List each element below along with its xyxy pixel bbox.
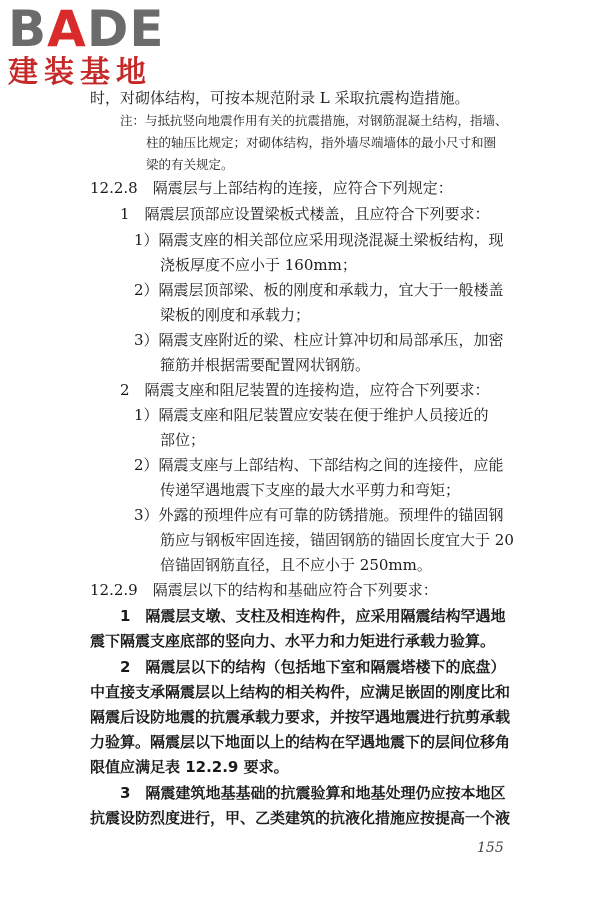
text-line: 2 隔震层以下的结构（包括地下室和隔震塔楼下的底盘） [120,658,506,676]
text-line: 2 隔震支座和阻尼装置的连接构造，应符合下列要求： [120,381,490,399]
text-line: 部位； [160,431,206,449]
page-number: 155 [477,840,504,856]
text-line: 筋应与钢板牢固连接，锚固钢筋的锚固长度宜大于 20 [160,531,514,549]
text-line: 梁板的刚度和承载力； [160,306,311,324]
text-line: 力验算。隔震层以下地面以上的结构在罕遇地震下的层间位移角 [90,733,511,751]
note-line: 梁的有关规定。 [146,157,234,172]
text-line: 3）外露的预埋件应有可靠的防锈措施。预埋件的锚固钢 [134,506,504,524]
text-line: 2）隔震层顶部梁、板的刚度和承载力，宜大于一般楼盖 [134,281,504,299]
text-line: 中直接支承隔震层以上结构的相关构件，应满足嵌固的刚度比和 [90,683,511,701]
note-line: 注：与抵抗竖向地震作用有关的抗震措施，对钢筋混凝土结构，指墙、 [120,113,508,128]
text-line: 传递罕遇地震下支座的最大水平剪力和弯矩； [160,481,461,499]
text-line: 1 隔震层支墩、支柱及相连构件，应采用隔震结构罕遇地 [120,607,506,625]
text-line: 浇板厚度不应小于 160mm； [160,256,357,274]
text-line: 箍筋并根据需要配置网状钢筋。 [160,356,371,374]
clause-heading: 12.2.8 隔震层与上部结构的连接，应符合下列规定： [90,179,453,197]
text-line: 3）隔震支座附近的梁、柱应计算冲切和局部承压，加密 [134,331,504,349]
text-line: 时，对砌体结构，可按本规范附录 L 采取抗震构造措施。 [90,89,470,107]
text-line: 2）隔震支座与上部结构、下部结构之间的连接件，应能 [134,456,504,474]
text-line: 1 隔震层顶部应设置梁板式楼盖，且应符合下列要求： [120,205,490,223]
logo-subtitle: 建装基地 [8,55,152,90]
text-line: 1）隔震支座的相关部位应采用现浇混凝土梁板结构，现 [134,231,504,249]
note-line: 柱的轴压比规定；对砌体结构，指外墙尽端墙体的最小尺寸和圈 [146,135,497,150]
text-line: 3 隔震建筑地基基础的抗震验算和地基处理仍应按本地区 [120,784,506,802]
text-line: 限值应满足表 12.2.9 要求。 [90,758,289,776]
text-line: 倍锚固钢筋直径，且不应小于 250mm。 [160,556,432,574]
text-line: 震下隔震支座底部的竖向力、水平力和力矩进行承载力验算。 [90,632,496,650]
text-line: 抗震设防烈度进行，甲、乙类建筑的抗液化措施应按提高一个液 [90,809,511,827]
logo-wordmark: BADE [8,0,165,58]
text-line: 隔震后设防地震的抗震承载力要求，并按罕遇地震进行抗剪承载 [90,708,511,726]
clause-heading: 12.2.9 隔震层以下的结构和基础应符合下列要求： [90,581,438,599]
text-line: 1）隔震支座和阻尼装置应安装在便于维护人员接近的 [134,406,489,424]
